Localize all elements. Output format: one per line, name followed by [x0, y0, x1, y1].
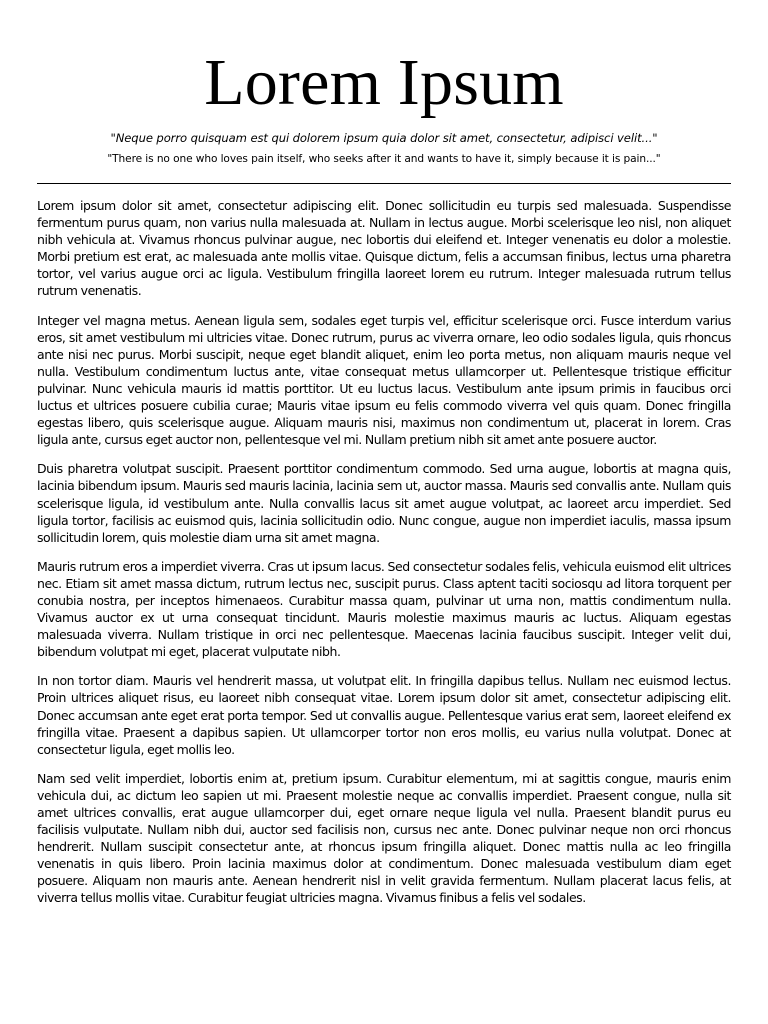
paragraph-1: Lorem ipsum dolor sit amet, consectetur adipiscing elit. Donec sollicitudin eu turpis sed malesuada. Suspendisse fermentum purus quam, non varius nulla malesuada at. Nullam in lectus augue. Morbi scelerisque leo nisl, non aliquet nibh vehicula at. Vivamus rhoncus pulvinar augue, nec lobortis dui eleifend et. Integer venenatis eu dolor a molestie. Morbi pretium est erat, ac malesuada ante mollis vitae. Quisque dictum, felis a accumsan finibus, lectus urna pharetra tortor, vel varius augue orci ac ligula. Vestibulum fringilla laoreet lorem eu rutrum. Integer malesuada rutrum tellus rutrum venenatis. [37, 198, 731, 299]
body-text [37, 197, 731, 907]
latin-quote: "Neque porro quisquam est qui dolorem ipsum quia dolor sit amet, consectetur, adipisci velit..." [110, 131, 658, 145]
document-page [37, 0, 731, 919]
paragraph-5: In non tortor diam. Mauris vel hendrerit massa, ut volutpat elit. In fringilla dapibus tellus. Nullam nec euismod lectus. Proin ultrices aliquet risus, eu laoreet nibh consequat vitae. Lorem ipsum dolor sit amet, consectetur adipiscing elit. Donec accumsan ante eget erat porta tempor. Sed ut convallis augue. Pellentesque varius erat sem, laoreet eleifend ex fringilla vitae. Praesent a dapibus sapien. Ut ullamcorper tortor non eros mollis, eu varius nulla volutpat. Donec at consectetur ligula, eget mollis leo. [37, 673, 731, 757]
paragraph-6: Nam sed velit imperdiet, lobortis enim at, pretium ipsum. Curabitur elementum, mi at sagittis congue, mauris enim vehicula dui, ac dictum leo sapien ut mi. Praesent molestie neque ac convallis imperdiet. Praesent congue, nulla sit amet ultrices convallis, erat augue ullamcorper dui, eget ornare neque ligula vel nulla. Praesent blandit purus eu facilisis vulputate. Nullam nibh dui, auctor sed facilisis non, cursus nec ante. Donec pulvinar neque non orci rhoncus hendrerit. Nullam suscipit consectetur ante, at rhoncus ipsum fringilla aliquet. Donec mattis nulla ac leo fringilla venenatis in quis libero. Proin lacinia maximus dolor at condimentum. Donec malesuada vestibulum diam eget posuere. Aliquam non mauris ante. Aenean hendrerit nisl in velit gravida fermentum. Nullam placerat lacus felis, at viverra tellus mollis vitae. Curabitur feugiat ultricies magna. Vivamus finibus a felis vel sodales. [37, 770, 731, 906]
paragraph-2: Integer vel magna metus. Aenean ligula sem, sodales eget turpis vel, efficitur scelerisque orci. Fusce interdum varius eros, sit amet vestibulum mi ultricies vitae. Donec rutrum, purus ac viverra ornare, leo odio sodales ligula, quis rhoncus ante nisi nec purus. Morbi suscipit, neque eget blandit aliquet, enim leo porta metus, non aliquam mauris neque vel nulla. Vestibulum condimentum luctus ante, vitae consequat metus ullamcorper ut. Pellentesque tristique efficitur pulvinar. Nunc vehicula mauris id mattis porttitor. Ut eu luctus lacus. Vestibulum ante ipsum primis in faucibus orci luctus et ultrices posuere cubilia curae; Mauris vitae ipsum eu felis commodo viverra vel quis quam. Donec fringilla egestas libero, quis scelerisque augue. Aliquam mauris nisi, maximus non condimentum ut, placerat in lorem. Cras ligula ante, cursus eget auctor non, pellentesque vel mi. Nullam pretium nibh sit amet ante posuere auctor. [37, 312, 731, 448]
paragraph-4: Mauris rutrum eros a imperdiet viverra. Cras ut ipsum lacus. Sed consectetur sodales felis, vehicula euismod elit ultrices nec. Etiam sit amet massa dictum, rutrum lectus nec, suscipit purus. Class aptent taciti sociosqu ad litora torquent per conubia nostra, per inceptos himenaeos. Curabitur massa quam, pulvinar ut urna non, mattis condimentum nulla. Vivamus auctor ex ut urna consequat tincidunt. Mauris molestie maximus mauris ac luctus. Aliquam egestas malesuada viverra. Nullam tristique in orci nec pellentesque. Maecenas lacinia faucibus suscipit. Integer velit dui, bibendum volutpat mi eget, placerat vulputate nibh. [37, 558, 731, 660]
paragraph-3: Duis pharetra volutpat suscipit. Praesent porttitor condimentum commodo. Sed urna augue, lobortis at magna quis, lacinia bibendum ipsum. Mauris sed mauris lacinia, lacinia sem ut, auctor massa. Mauris sed convallis ante. Nullam quis scelerisque ligula, id vestibulum ante. Nulla convallis lacus sit amet augue volutpat, ac laoreet arcu imperdiet. Sed ligula tortor, facilisis ac euismod quis, lacinia sollicitudin odio. Nunc congue, augue non imperdiet iaculis, massa ipsum sollicitudin lorem, quis molestie diam urna sit amet magna. [37, 461, 731, 545]
page-title: Lorem Ipsum [204, 46, 564, 119]
divider [37, 183, 731, 184]
quote-translation: "There is no one who loves pain itself, who seeks after it and wants to have it, simply because it is pain..." [107, 153, 661, 165]
